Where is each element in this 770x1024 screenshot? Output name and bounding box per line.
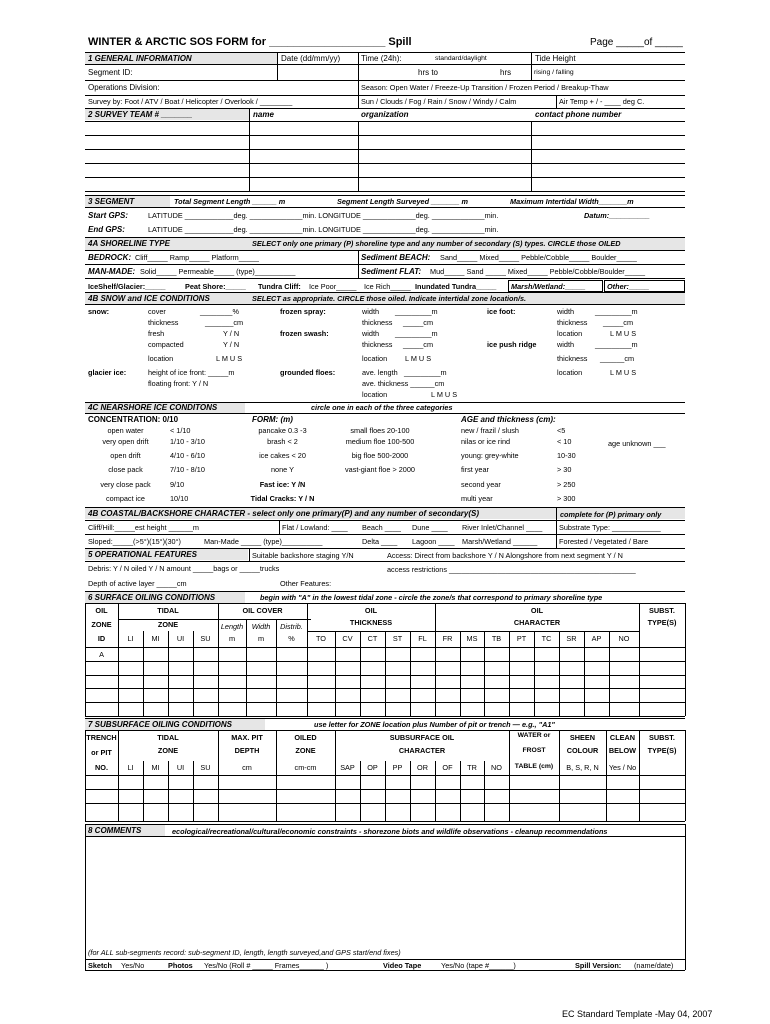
age-thickness[interactable]: < 10	[557, 437, 572, 446]
form-option-large[interactable]: big floe 500-2000	[351, 451, 409, 460]
s4a-title: 4A SHORELINE TYPE	[88, 239, 170, 248]
sed-beach-options[interactable]: Sand_____ Mixed_____ Pebble/Cobble_____ Boulder_____	[440, 253, 637, 262]
age-thickness[interactable]: > 30	[557, 465, 572, 474]
form-option[interactable]: ice cakes < 20	[259, 451, 306, 460]
height-ice-front[interactable]: height of ice front: _____m	[148, 368, 235, 377]
tidal-zone-col: UI	[176, 634, 185, 643]
oil-zone-id-header: ID	[97, 634, 106, 643]
swash-width-value[interactable]: _________m	[395, 329, 438, 338]
rule	[118, 619, 311, 620]
character-col: SR	[566, 634, 577, 643]
bedrock-options[interactable]: Cliff_____ Ramp_____ Platform_____	[135, 253, 259, 262]
rule	[609, 631, 610, 716]
form-option[interactable]: Fast ice: Y /N	[259, 480, 306, 489]
cliff-hill[interactable]: Cliff/Hill:_____est height ______m	[88, 523, 200, 532]
tidal-zone-col: MI	[151, 763, 160, 772]
concentration-heading: CONCENTRATION: 0/10	[88, 415, 179, 424]
rule	[335, 631, 336, 716]
oiled-zone-header: ZONE	[295, 746, 316, 755]
flat-lowland[interactable]: Flat / Lowland: ____	[282, 523, 348, 532]
icefoot-thickness: thickness	[557, 318, 588, 327]
datum[interactable]: Datum:__________	[584, 211, 650, 220]
active-layer-depth[interactable]: Depth of active layer _____cm	[88, 579, 187, 588]
trench-header: NO.	[95, 763, 108, 772]
rule	[246, 619, 247, 716]
rule	[276, 619, 277, 716]
standard-daylight[interactable]: standard/daylight	[435, 55, 487, 62]
snow-location: location	[148, 354, 174, 363]
character-col: TC	[541, 634, 552, 643]
form-option-large[interactable]: vast-giant floe > 2000	[345, 465, 415, 474]
concentration-value[interactable]: 4/10 - 6/10	[170, 451, 205, 460]
sed-flat-label: Sediment FLAT:	[361, 267, 422, 276]
trench-header: or PIT	[91, 748, 112, 757]
oil-length-header: Length	[220, 622, 244, 631]
length-unit: m	[228, 634, 236, 643]
comments-area[interactable]	[86, 837, 684, 947]
tidal-zone-col: SU	[200, 763, 211, 772]
s2-organization: organization	[361, 110, 409, 119]
tidal-zone-col: SU	[200, 634, 211, 643]
concentration-label: open drift	[110, 451, 141, 460]
rule	[307, 631, 639, 632]
backshore-staging[interactable]: Suitable backshore staging Y/N	[252, 551, 354, 560]
rule	[218, 603, 219, 716]
water-frost-header: WATER or	[517, 732, 551, 739]
push-thickness: thickness	[557, 354, 588, 363]
access[interactable]: Access: Direct from backshore Y / N Alongshore from next segment Y / N	[387, 551, 623, 560]
push-width: width	[557, 340, 575, 349]
beach[interactable]: Beach ____	[362, 523, 401, 532]
spray-thickness: thickness	[362, 318, 393, 327]
rule	[685, 603, 686, 716]
ave-length: ave. length	[362, 368, 398, 377]
swash-width: width	[362, 329, 380, 338]
tide-height[interactable]: Tide Height	[535, 54, 576, 63]
survey-by[interactable]: Survey by: Foot / ATV / Boat / Helicopter / Overlook / ________	[88, 97, 293, 106]
concentration-value[interactable]: 10/10	[170, 494, 189, 503]
s2-name: name	[253, 110, 274, 119]
s1-title: 1 GENERAL INFORMATION	[88, 54, 192, 63]
rule	[218, 730, 219, 821]
s5-title: 5 OPERATIONAL FEATURES	[88, 550, 197, 559]
character-col: FR	[442, 634, 453, 643]
rule	[118, 730, 119, 821]
thickness-col: TO	[315, 634, 326, 643]
rule	[559, 730, 560, 821]
rule	[85, 603, 86, 716]
form-option[interactable]: brash < 2	[267, 437, 298, 446]
subst-type-header: SUBST.	[649, 733, 675, 742]
spray-width-value[interactable]: _________m	[395, 307, 438, 316]
concentration-label: compact ice	[106, 494, 145, 503]
video-yes-no[interactable]: Yes/No (tape #______)	[441, 961, 516, 970]
subsurface-character-col: OR	[417, 763, 428, 772]
spill-version-label: Spill Version:	[575, 961, 622, 970]
photos-label: Photos	[168, 961, 193, 970]
icefoot-width: width	[557, 307, 575, 316]
s6-title: 6 SURFACE OILING CONDITIONS	[88, 593, 216, 602]
age-option[interactable]: new / frazil / slush	[461, 426, 519, 435]
snow-fresh-yn[interactable]: Y / N	[223, 329, 240, 338]
snow-compacted-yn[interactable]: Y / N	[223, 340, 240, 349]
age-thickness[interactable]: > 300	[557, 494, 576, 503]
character-col: PT	[516, 634, 527, 643]
concentration-label: open water	[107, 426, 144, 435]
s4b-title: 4B SNOW and ICE CONDITIONS	[88, 294, 210, 303]
snow-cover-value[interactable]: ________%	[200, 307, 239, 316]
thickness-col: FL	[418, 634, 427, 643]
rule	[484, 631, 485, 716]
hrs-to: hrs to	[418, 68, 439, 77]
push-width-value[interactable]: _________m	[595, 340, 638, 349]
concentration-label: very open drift	[102, 437, 149, 446]
time-label[interactable]: Time (24h):	[361, 54, 402, 63]
hrs: hrs	[500, 68, 512, 77]
debris[interactable]: Debris: Y / N oiled Y / N amount _____bags or _____trucks	[88, 564, 280, 573]
form-option[interactable]: pancake 0.3 -3	[258, 426, 307, 435]
rule	[360, 631, 361, 716]
age-option[interactable]: young: grey-white	[461, 451, 519, 460]
oil-character-header: OIL	[530, 606, 544, 615]
concentration-value[interactable]: 7/10 - 8/10	[170, 465, 205, 474]
rule	[143, 631, 144, 716]
tundra-cliff: Tundra Cliff:	[258, 282, 301, 291]
s2-title: 2 SURVEY TEAM # _______	[88, 110, 193, 119]
snow-location-lmus[interactable]: L M U S	[216, 354, 243, 363]
zone-row-a[interactable]: A	[99, 650, 104, 659]
man-made-coastal[interactable]: Man-Made _____ (type)__________	[204, 537, 323, 546]
s8-instructions: ecological/recreational/cultural/economic constraints - shorezone biots and wildlife observations - cleanup recommendations	[172, 827, 608, 836]
rule	[509, 631, 510, 716]
footer-template: EC Standard Template -May 04, 2007	[562, 1009, 713, 1019]
glacier-ice: glacier ice:	[88, 368, 127, 377]
substrate-type[interactable]: Substrate Type: ____________	[559, 523, 661, 532]
rule	[85, 821, 685, 822]
swash-location-lmus[interactable]: L M U S	[405, 354, 432, 363]
rising-falling[interactable]: rising / falling	[534, 69, 574, 76]
sky-conditions[interactable]: Sun / Clouds / Fog / Rain / Snow / Windy / Calm	[361, 97, 517, 106]
subst-type-header: TYPE(S)	[647, 618, 677, 627]
ave-thickness[interactable]: ave. thickness ______cm	[362, 379, 445, 388]
sketch-yes-no[interactable]: Yes/No	[121, 961, 145, 970]
concentration-value[interactable]: 9/10	[170, 480, 185, 489]
marsh-wetland[interactable]: Marsh/Wetland:_____	[511, 282, 586, 291]
age-option[interactable]: multi year	[461, 494, 493, 503]
rule	[410, 631, 411, 716]
operations-division[interactable]: Operations Division:	[88, 83, 160, 92]
rule	[168, 631, 169, 716]
age-thickness[interactable]: > 250	[557, 480, 576, 489]
rule	[276, 730, 277, 821]
s8-title: 8 COMMENTS	[88, 826, 142, 835]
s4d-title: 4B COASTAL/BACKSHORE CHARACTER - select only one primary(P) and any number of secondary(S)	[88, 509, 480, 518]
floating-front[interactable]: floating front: Y / N	[148, 379, 209, 388]
segment-length-surveyed[interactable]: Segment Length Surveyed _______ m	[337, 197, 468, 206]
clean-below-options: Yes / No	[608, 763, 637, 772]
character-col: AP	[591, 634, 602, 643]
snow-thickness-value[interactable]: _______cm	[205, 318, 244, 327]
push-thickness-value[interactable]: ______cm	[600, 354, 635, 363]
push-location: location	[557, 368, 583, 377]
concentration-value[interactable]: 1/10 - 3/10	[170, 437, 205, 446]
bedrock-label: BEDROCK:	[88, 253, 132, 262]
subsurface-character-col: OP	[367, 763, 378, 772]
age-thickness[interactable]: <5	[557, 426, 566, 435]
thickness-col: CT	[367, 634, 378, 643]
page-number[interactable]: Page _____of _____	[590, 37, 683, 48]
rule	[606, 730, 607, 821]
tidal-zone-header: ZONE	[157, 620, 179, 629]
clean-below-header: BELOW	[608, 746, 637, 755]
other-shoreline[interactable]: Other:_____	[607, 282, 650, 291]
total-segment-length[interactable]: Total Segment Length ______ m	[174, 197, 286, 206]
s4c-title: 4C NEARSHORE ICE CONDITONS	[88, 403, 218, 412]
age-unknown[interactable]: age unknown ___	[608, 439, 666, 448]
oil-character-header: CHARACTER	[513, 618, 561, 627]
rule	[685, 730, 686, 821]
trench-header: TRENCH	[86, 733, 117, 742]
icefoot-location-lmus[interactable]: L M U S	[610, 329, 637, 338]
icefoot-width-value[interactable]: _________m	[595, 307, 638, 316]
max-intertidal-width[interactable]: Maximum Intertidal Width_______m	[510, 197, 634, 206]
air-temp[interactable]: Air Temp + / - ____ deg C.	[559, 97, 645, 106]
tidal-zone-col: MI	[151, 634, 160, 643]
lagoon[interactable]: Lagoon ____	[412, 537, 455, 546]
spray-thickness-value[interactable]: _____cm	[403, 318, 434, 327]
max-pit-depth-header: MAX. PIT	[231, 733, 263, 742]
distrib-unit: %	[288, 634, 295, 643]
snow-label: snow:	[88, 307, 110, 316]
dune[interactable]: Dune ____	[412, 523, 448, 532]
sheen-colour-options: B, S, R, N	[566, 763, 599, 772]
sheen-colour-header: COLOUR	[566, 746, 599, 755]
oiled-zone-header: OILED	[294, 733, 317, 742]
snow-compacted: compacted	[148, 340, 184, 349]
photos-yes-no[interactable]: Yes/No (Roll # _____ Frames______ )	[204, 961, 329, 970]
rule	[118, 603, 119, 716]
sketch-label: Sketch	[88, 961, 112, 970]
manmade-label: MAN-MADE:	[88, 267, 136, 276]
peat-shore[interactable]: Peat Shore:_____	[185, 282, 246, 291]
season[interactable]: Season: Open Water / Freeze-Up Transition / Frozen Period / Breakup-Thaw	[361, 83, 609, 92]
age-heading: AGE and thickness (cm):	[461, 415, 556, 424]
rule	[85, 730, 86, 821]
depth-unit: cm	[242, 763, 252, 772]
ice-foot: ice foot:	[487, 307, 516, 316]
subst-type-header: SUBST.	[649, 606, 675, 615]
start-lat-long[interactable]: LATITUDE ____________deg. _____________min. LONGITUDE _____________deg. _____________min.	[148, 211, 499, 220]
subsegment-note: (for ALL sub-segments record: sub-segment ID, length, length surveyed,and GPS start/end fixes)	[88, 948, 401, 957]
oil-zone-id-header: ZONE	[91, 620, 112, 629]
rule	[85, 716, 685, 717]
ice-push-ridge: ice push ridge	[487, 340, 537, 349]
iceshelf-glacier[interactable]: IceShelf/Glacier:_____	[88, 282, 166, 291]
tidal-zone-header: TIDAL	[157, 733, 179, 742]
swash-thickness: thickness	[362, 340, 393, 349]
rule	[534, 631, 535, 716]
subsurface-character-col: SAP	[340, 763, 355, 772]
marsh-coastal[interactable]: Marsh/Wetland ______	[462, 537, 538, 546]
s6-instructions: begin with "A" in the lowest tidal zone - circle the zone/s that correspond to primary shoreline type	[260, 593, 603, 602]
river-inlet[interactable]: River Inlet/Channel ____	[462, 523, 543, 532]
subsurface-character-col: NO	[491, 763, 502, 772]
rule	[193, 631, 194, 716]
character-col: TB	[491, 634, 502, 643]
max-pit-depth-header: DEPTH	[234, 746, 260, 755]
s3-title: 3 SEGMENT	[88, 197, 135, 206]
ice-rich[interactable]: Ice Rich_____	[364, 282, 411, 291]
form-option-large[interactable]: small floes 20-100	[350, 426, 410, 435]
other-features[interactable]: Other Features:	[280, 579, 332, 588]
oil-thickness-header: OIL	[364, 606, 378, 615]
width-unit: m	[257, 634, 265, 643]
snow-fresh: fresh	[148, 329, 165, 338]
s7-title: 7 SUBSURFACE OILING CONDITIONS	[88, 720, 233, 729]
end-lat-long[interactable]: LATITUDE ____________deg. _____________min. LONGITUDE _____________deg. _____________min.	[148, 225, 499, 234]
end-gps: End GPS:	[88, 225, 125, 234]
rule	[460, 631, 461, 716]
s4b-instructions: SELECT as appropriate. CIRCLE those oiled. Indicate intertidal zone location/s.	[252, 294, 527, 303]
spill-version-value[interactable]: (name/date)	[634, 961, 674, 970]
age-option[interactable]: nilas or ice rind	[461, 437, 511, 446]
character-col: MS	[466, 634, 478, 643]
character-col: NO	[618, 634, 630, 643]
push-location-lmus[interactable]: L M U S	[610, 368, 637, 377]
date-label[interactable]: Date (dd/mm/yy)	[281, 54, 341, 63]
forested-vegetated[interactable]: Forested / Vegetated / Bare	[559, 537, 649, 546]
rule	[584, 631, 585, 716]
age-option[interactable]: second year	[461, 480, 501, 489]
s2-phone: contact phone number	[535, 110, 622, 119]
subsurface-character-col: OF	[442, 763, 453, 772]
subsurface-character-col: PP	[392, 763, 403, 772]
form-option-large[interactable]: medium floe 100-500	[345, 437, 415, 446]
sloped[interactable]: Sloped:_____(>5°)(15°)(30°)	[88, 537, 181, 546]
oil-width-header: Width	[251, 622, 271, 631]
tidal-zone-col: UI	[176, 763, 185, 772]
oil-thickness-header: THICKNESS	[349, 618, 393, 627]
complete-primary: complete for (P) primary only	[560, 510, 662, 519]
s7-instructions: use letter for ZONE location plus Number of pit or trench — e.g., "A1"	[314, 720, 555, 729]
oil-distrib-header: Distrib.	[280, 622, 303, 631]
manmade-options[interactable]: Solid_____ Permeable_____ (type)__________	[140, 267, 296, 276]
access-restrictions[interactable]: access restrictions ______________________________________________	[387, 565, 636, 574]
tidal-zone-header: TIDAL	[157, 606, 179, 615]
form-option[interactable]: none Y	[271, 465, 294, 474]
tidal-zone-col: LI	[127, 763, 134, 772]
start-gps: Start GPS:	[88, 211, 129, 220]
swash-location: location	[362, 354, 388, 363]
clean-below-header: CLEAN	[609, 733, 636, 742]
subsurface-oil-header: CHARACTER	[398, 746, 446, 755]
ice-poor[interactable]: Ice Poor_____	[309, 282, 357, 291]
grounded-floes: grounded floes:	[280, 368, 336, 377]
form-heading: FORM: (m)	[252, 415, 293, 424]
ave-length-value[interactable]: _________m	[404, 368, 447, 377]
thickness-col: CV	[342, 634, 353, 643]
frozen-spray: frozen spray:	[280, 307, 326, 316]
spray-width: width	[362, 307, 380, 316]
snow-cover: cover	[148, 307, 166, 316]
tidal-zone-col: LI	[127, 634, 134, 643]
sed-beach-label: Sediment BEACH:	[361, 253, 431, 262]
snow-thickness: thickness	[148, 318, 179, 327]
icefoot-thickness-value[interactable]: _____cm	[603, 318, 634, 327]
icefoot-location: location	[557, 329, 583, 338]
rule	[639, 730, 640, 821]
subsurface-oil-header: SUBSURFACE OIL	[389, 733, 455, 742]
delta[interactable]: Delta ____	[362, 537, 398, 546]
water-frost-header: FROST	[522, 747, 546, 754]
age-thickness[interactable]: 10-30	[557, 451, 576, 460]
frozen-swash: frozen swash:	[280, 329, 329, 338]
age-option[interactable]: first year	[461, 465, 489, 474]
rule	[335, 730, 336, 821]
s4a-instructions: SELECT only one primary (P) shoreline type and any number of secondary (S) types. CIRCLE those OILED	[252, 239, 621, 248]
oil-zone-id-header: OIL	[95, 606, 108, 615]
swash-thickness-value[interactable]: _____cm	[403, 340, 434, 349]
water-frost-header: TABLE (cm)	[514, 763, 554, 770]
video-label: Video Tape	[383, 961, 422, 970]
oiled-zone-unit: cm-cm	[294, 763, 317, 772]
thickness-col: ST	[392, 634, 403, 643]
inundated-tundra[interactable]: Inundated Tundra_____	[415, 282, 497, 291]
form-title: WINTER & ARCTIC SOS FORM for ___________________ Spill	[88, 36, 412, 48]
concentration-value[interactable]: < 1/10	[170, 426, 191, 435]
form-option[interactable]: Tidal Cracks: Y / N	[250, 494, 315, 503]
rule	[385, 631, 386, 716]
subst-type-header: TYPE(S)	[647, 746, 677, 755]
concentration-label: close pack	[108, 465, 143, 474]
s4c-instructions: circle one in each of the three categories	[311, 403, 453, 412]
sed-flat-options[interactable]: Mud_____ Sand _____ Mixed_____ Pebble/Cobble/Boulder_____	[430, 267, 646, 276]
tidal-zone-header: ZONE	[157, 746, 179, 755]
rule	[509, 730, 510, 821]
segment-id[interactable]: Segment ID:	[88, 68, 133, 77]
concentration-label: very close pack	[100, 480, 151, 489]
subsurface-character-col: TR	[467, 763, 477, 772]
rule	[559, 631, 560, 716]
oil-cover-header: OIL COVER	[242, 606, 283, 615]
sheen-colour-header: SHEEN	[569, 733, 596, 742]
floes-location-lmus[interactable]: L M U S	[431, 390, 458, 399]
floes-location: location	[362, 390, 388, 399]
